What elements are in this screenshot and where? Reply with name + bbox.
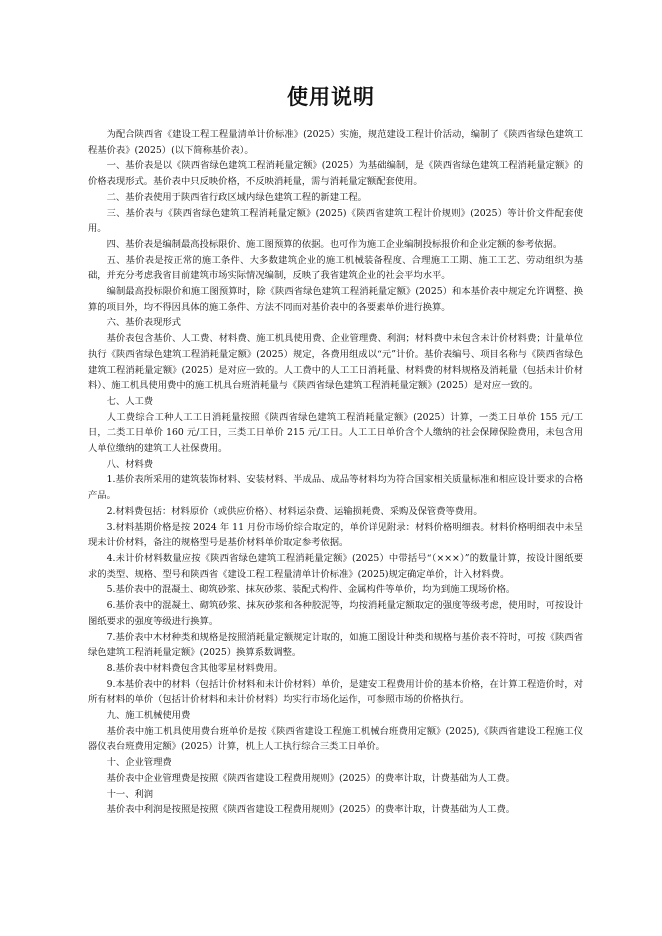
- paragraph-1: 一、基价表是以《陕西省绿色建筑工程消耗量定额》(2025）为基础编制，是《陕西省绿色建筑工程消耗量定额》的价格表现形式。基价表中只反映价格，不反映消耗量，需与消耗量定额配套使用。: [88, 160, 583, 188]
- section-heading-9: 九、施工机械使用费: [106, 710, 191, 722]
- paragraph-5-note: 编制最高投标限价和施工图预算时，除《陕西省绿色建筑工程消耗量定额》(2025）和本基价表中规定允许调整、换算的项目外，均不得因具体的施工条件、方法不同而对基价表中的各要素单价进行换算。: [88, 286, 583, 313]
- paragraph-8-4: 4.未计价材料数量应按《陕西省绿色建筑工程消耗量定额》(2025）中带括号“（×××）”的数量计算，按设计图纸要求的类型、规格、型号和陕西省《建设工程工程量清单计价标准》(2025)规定确定单价，计入材料费。: [88, 552, 583, 580]
- paragraph-3: 三、基价表与《陕西省绿色建筑工程消耗量定额》(2025)《陕西省建筑工程计价规则》(2025）等计价文件配套使用。: [88, 207, 583, 235]
- paragraph-8-6: 6.基价表中的混凝土、砌筑砂浆、抹灰砂浆和各种胶泥等，均按消耗量定额取定的强度等级考虑，使用时，可按设计图纸要求的强度等级进行换算。: [88, 600, 583, 627]
- paragraph-5: 五、基价表是按正常的施工条件、大多数建筑企业的施工机械装备程度、合理施工工期、施工工艺、劳动组织为基础，并充分考虑我省目前建筑市场实际情况编制，反映了我省建筑企业的社会平均水平。: [88, 254, 583, 282]
- paragraph-9: 基价表中施工机具使用费台班单价是按《陕西省建设工程施工机械台班费用定额》(2025),《陕西省建设工程施工仪器仪表台班费用定额》(2025）计算，机上人工执行综合三类工日单价。: [88, 725, 583, 753]
- document-body: [88, 127, 583, 818]
- paragraph-8-7: 7.基价表中木材种类和规格是按照消耗量定额规定计取的，如施工图设计种类和规格与基价表不符时，可按《陕西省绿色建筑工程消耗量定额》(2025）换算系数调整。: [88, 631, 583, 659]
- paragraph-4: 四、基价表是编制最高投标限价、施工图预算的依据。也可作为施工企业编制投标报价和企业定额的参考依据。: [106, 238, 563, 250]
- paragraph-11: 基价表中利润是按照是按照《陕西省建设工程费用规则》(2025）的费率计取，计费基础为人工费。: [106, 804, 516, 816]
- paragraph-8-3: 3.材料基期价格是按 2024 年 11 月份市场价综合取定的，单价详见附录：材料价格明细表。材料价格明细表中未呈现未计价材料，备注的规格型号是基价材料单价取定参考依据。: [88, 521, 583, 549]
- paragraph-10: 基价表中企业管理费是按照《陕西省建设工程费用规则》(2025）的费率计取，计费基础为人工费。: [106, 772, 516, 784]
- section-heading-11: 十一、利润: [106, 788, 154, 800]
- paragraph-8-1: 1.基价表所采用的建筑装饰材料、安装材料、半成品、成品等材料均为符合国家相关质量标准和相应设计要求的合格产品。: [88, 474, 583, 502]
- paragraph-2: 二、基价表使用于陕西省行政区域内绿色建筑工程的新建工程。: [106, 191, 367, 203]
- section-heading-10: 十、企业管理费: [106, 757, 172, 769]
- section-heading-8: 八、材料费: [106, 458, 154, 470]
- paragraph-8-9: 9.本基价表中的材料（包括计价材料和未计价材料）单价，是建安工程费用计价的基本价格，在计算工程造价时，对所有材料的单价（包括计价材料和未计价材料）均实行市场化运作，可参照市场的价格执行。: [88, 678, 583, 706]
- paragraph-intro: 为配合陕西省《建设工程工程量清单计价标准》(2025）实施，规范建设工程计价活动，编制了《陕西省绿色建筑工程基价表》(2025）(以下简称基价表）。: [88, 129, 583, 156]
- paragraph-6: 基价表包含基价、人工费、材料费、施工机具使用费、企业管理费、利润；材料费中未包含未计价材料费；计量单位执行《陕西省绿色建筑工程消耗量定额》(2025）规定，各费用组成以“元”计价。基价表编号、项目名称与《陕西省绿色建筑工程消耗量定额》(2025）是对应一致的。人工费中的人工工日消耗量、材料费的材料规格及消耗量（包括未计价材料）、施工机具使用费中的施工机具台班消耗量与《陕西省绿色建筑工程消耗量定额》(2025）是对应一致的。: [88, 333, 583, 392]
- paragraph-8-8: 8.基价表中材料费包含其他零星材料费用。: [106, 662, 283, 674]
- paragraph-8-2: 2.材料费包括：材料原价（或供应价格）、材料运杂费、运输损耗费、采购及保管费等费用。: [106, 505, 483, 517]
- section-heading-7: 七、人工费: [106, 395, 154, 407]
- paragraph-8-5: 5.基价表中的混凝土、砌筑砂浆、抹灰砂浆、装配式构件、金属构件等单价，均为到施工现场价格。: [106, 584, 516, 596]
- paragraph-7: 人工费综合工种人工工日消耗量按照《陕西省绿色建筑工程消耗量定额》(2025）计算，一类工日单价 155 元/工日，二类工日单价 160 元/工日，三类工日单价 215 元/工日。人工工日单价含个人缴纳的社会保障保险费用，未包含用人单位缴纳的建筑工人社保费用。: [88, 411, 583, 455]
- page-title: 使用说明: [287, 85, 375, 109]
- section-heading-6: 六、基价表现形式: [106, 317, 181, 329]
